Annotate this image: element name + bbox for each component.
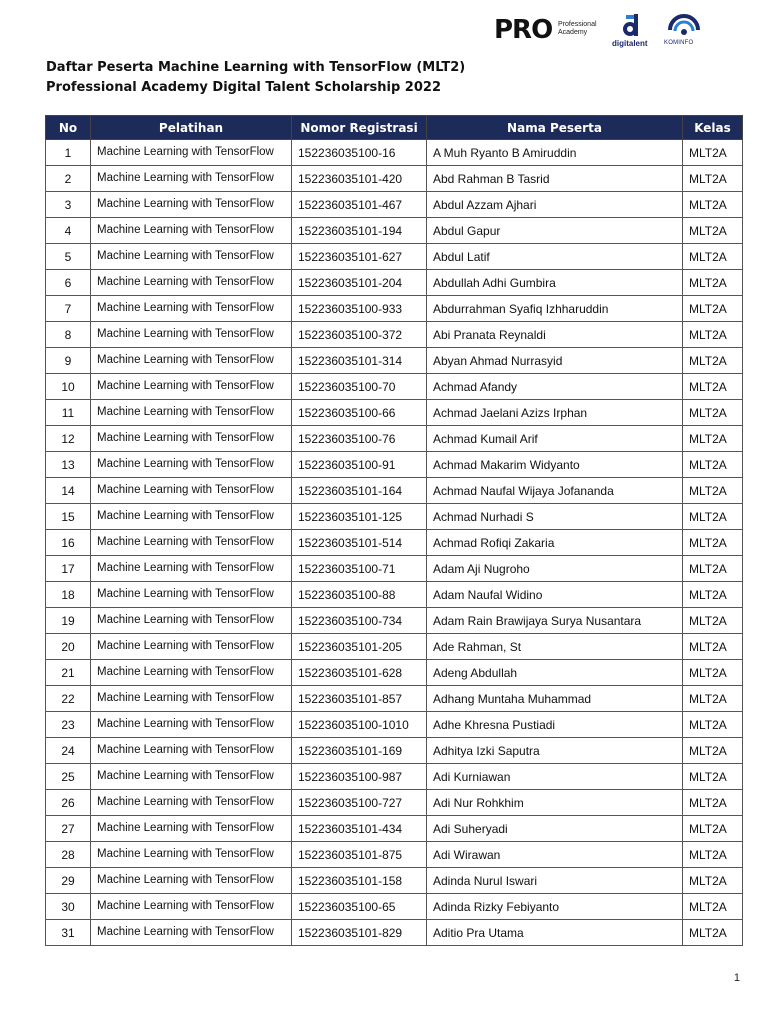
row-nama-peserta: Adi Wirawan	[427, 842, 683, 868]
table-row	[46, 712, 743, 738]
row-nomor-registrasi: 152236035100-987	[292, 764, 427, 790]
row-number: 7	[46, 296, 91, 322]
row-pelatihan: Machine Learning with TensorFlow	[91, 894, 292, 920]
table-row	[46, 920, 743, 946]
row-kelas: MLT2A	[683, 790, 743, 816]
row-nomor-registrasi: 152236035100-88	[292, 582, 427, 608]
row-nomor-registrasi: 152236035100-70	[292, 374, 427, 400]
table-row	[46, 374, 743, 400]
row-nama-peserta: Abi Pranata Reynaldi	[427, 322, 683, 348]
row-nama-peserta: A Muh Ryanto B Amiruddin	[427, 140, 683, 166]
row-number: 30	[46, 894, 91, 920]
row-kelas: MLT2A	[683, 192, 743, 218]
row-pelatihan: Machine Learning with TensorFlow	[91, 634, 292, 660]
row-number: 24	[46, 738, 91, 764]
row-kelas: MLT2A	[683, 816, 743, 842]
row-nomor-registrasi: 152236035100-66	[292, 400, 427, 426]
row-nama-peserta: Adi Suheryadi	[427, 816, 683, 842]
row-number: 2	[46, 166, 91, 192]
row-nama-peserta: Achmad Afandy	[427, 374, 683, 400]
row-nomor-registrasi: 152236035100-16	[292, 140, 427, 166]
row-nama-peserta: Achmad Kumail Arif	[427, 426, 683, 452]
row-nama-peserta: Abdul Gapur	[427, 218, 683, 244]
table-row	[46, 478, 743, 504]
row-kelas: MLT2A	[683, 842, 743, 868]
row-number: 27	[46, 816, 91, 842]
table-row	[46, 816, 743, 842]
row-nomor-registrasi: 152236035100-734	[292, 608, 427, 634]
row-kelas: MLT2A	[683, 452, 743, 478]
table-body	[46, 140, 743, 946]
row-number: 25	[46, 764, 91, 790]
table-row	[46, 270, 743, 296]
row-kelas: MLT2A	[683, 504, 743, 530]
participant-table	[45, 115, 743, 946]
row-kelas: MLT2A	[683, 140, 743, 166]
row-pelatihan: Machine Learning with TensorFlow	[91, 530, 292, 556]
row-nama-peserta: Adam Aji Nugroho	[427, 556, 683, 582]
pro-logo-subtitle: Professional Academy	[558, 21, 597, 36]
row-kelas: MLT2A	[683, 530, 743, 556]
row-number: 14	[46, 478, 91, 504]
row-pelatihan: Machine Learning with TensorFlow	[91, 842, 292, 868]
row-pelatihan: Machine Learning with TensorFlow	[91, 790, 292, 816]
column-header-nomor-registrasi: Nomor Registrasi	[292, 116, 427, 140]
row-kelas: MLT2A	[683, 244, 743, 270]
row-nama-peserta: Adam Rain Brawijaya Surya Nusantara	[427, 608, 683, 634]
row-nomor-registrasi: 152236035100-1010	[292, 712, 427, 738]
row-pelatihan: Machine Learning with TensorFlow	[91, 816, 292, 842]
row-nomor-registrasi: 152236035101-205	[292, 634, 427, 660]
table-row	[46, 868, 743, 894]
row-pelatihan: Machine Learning with TensorFlow	[91, 660, 292, 686]
table-row	[46, 322, 743, 348]
row-pelatihan: Machine Learning with TensorFlow	[91, 244, 292, 270]
row-pelatihan: Machine Learning with TensorFlow	[91, 764, 292, 790]
row-pelatihan: Machine Learning with TensorFlow	[91, 712, 292, 738]
row-nama-peserta: Abdul Azzam Ajhari	[427, 192, 683, 218]
row-nama-peserta: Adeng Abdullah	[427, 660, 683, 686]
row-kelas: MLT2A	[683, 660, 743, 686]
row-nama-peserta: Abd Rahman B Tasrid	[427, 166, 683, 192]
row-kelas: MLT2A	[683, 686, 743, 712]
row-nama-peserta: Ade Rahman, St	[427, 634, 683, 660]
row-number: 11	[46, 400, 91, 426]
row-number: 18	[46, 582, 91, 608]
row-number: 12	[46, 426, 91, 452]
row-nomor-registrasi: 152236035101-194	[292, 218, 427, 244]
row-nomor-registrasi: 152236035101-169	[292, 738, 427, 764]
table-row	[46, 400, 743, 426]
row-number: 8	[46, 322, 91, 348]
row-nomor-registrasi: 152236035101-204	[292, 270, 427, 296]
row-pelatihan: Machine Learning with TensorFlow	[91, 426, 292, 452]
row-nama-peserta: Adhang Muntaha Muhammad	[427, 686, 683, 712]
row-kelas: MLT2A	[683, 478, 743, 504]
row-nomor-registrasi: 152236035100-65	[292, 894, 427, 920]
row-kelas: MLT2A	[683, 920, 743, 946]
table-row	[46, 348, 743, 374]
row-kelas: MLT2A	[683, 634, 743, 660]
table-row	[46, 634, 743, 660]
column-header-pelatihan: Pelatihan	[91, 116, 292, 140]
row-number: 4	[46, 218, 91, 244]
row-kelas: MLT2A	[683, 400, 743, 426]
row-nama-peserta: Achmad Makarim Widyanto	[427, 452, 683, 478]
row-number: 10	[46, 374, 91, 400]
row-kelas: MLT2A	[683, 764, 743, 790]
row-number: 16	[46, 530, 91, 556]
row-nama-peserta: Achmad Nurhadi S	[427, 504, 683, 530]
row-pelatihan: Machine Learning with TensorFlow	[91, 140, 292, 166]
row-nomor-registrasi: 152236035101-125	[292, 504, 427, 530]
kominfo-logo: KOMINFO	[664, 40, 694, 46]
table-row	[46, 894, 743, 920]
row-pelatihan: Machine Learning with TensorFlow	[91, 296, 292, 322]
row-pelatihan: Machine Learning with TensorFlow	[91, 348, 292, 374]
row-nomor-registrasi: 152236035101-420	[292, 166, 427, 192]
table-row	[46, 608, 743, 634]
row-pelatihan: Machine Learning with TensorFlow	[91, 608, 292, 634]
row-nama-peserta: Abdul Latif	[427, 244, 683, 270]
row-pelatihan: Machine Learning with TensorFlow	[91, 556, 292, 582]
row-kelas: MLT2A	[683, 218, 743, 244]
row-nomor-registrasi: 152236035100-727	[292, 790, 427, 816]
row-kelas: MLT2A	[683, 712, 743, 738]
row-nomor-registrasi: 152236035101-829	[292, 920, 427, 946]
table-row	[46, 426, 743, 452]
row-nama-peserta: Adinda Nurul Iswari	[427, 868, 683, 894]
row-kelas: MLT2A	[683, 296, 743, 322]
table-row	[46, 192, 743, 218]
row-kelas: MLT2A	[683, 738, 743, 764]
pro-logo: PRO	[494, 15, 553, 45]
row-nama-peserta: Adhe Khresna Pustiadi	[427, 712, 683, 738]
row-nomor-registrasi: 152236035101-627	[292, 244, 427, 270]
row-nomor-registrasi: 152236035101-875	[292, 842, 427, 868]
row-kelas: MLT2A	[683, 582, 743, 608]
column-header-nama-peserta: Nama Peserta	[427, 116, 683, 140]
row-nomor-registrasi: 152236035101-158	[292, 868, 427, 894]
row-nomor-registrasi: 152236035101-857	[292, 686, 427, 712]
row-number: 15	[46, 504, 91, 530]
row-number: 9	[46, 348, 91, 374]
row-nama-peserta: Achmad Naufal Wijaya Jofananda	[427, 478, 683, 504]
row-number: 28	[46, 842, 91, 868]
row-pelatihan: Machine Learning with TensorFlow	[91, 322, 292, 348]
table-row	[46, 790, 743, 816]
row-number: 20	[46, 634, 91, 660]
row-nama-peserta: Aditio Pra Utama	[427, 920, 683, 946]
table-row	[46, 842, 743, 868]
row-nama-peserta: Abyan Ahmad Nurrasyid	[427, 348, 683, 374]
row-pelatihan: Machine Learning with TensorFlow	[91, 374, 292, 400]
row-nama-peserta: Abdullah Adhi Gumbira	[427, 270, 683, 296]
row-kelas: MLT2A	[683, 608, 743, 634]
row-pelatihan: Machine Learning with TensorFlow	[91, 452, 292, 478]
row-nama-peserta: Achmad Rofiqi Zakaria	[427, 530, 683, 556]
column-header-kelas: Kelas	[683, 116, 743, 140]
row-kelas: MLT2A	[683, 556, 743, 582]
row-nomor-registrasi: 152236035101-314	[292, 348, 427, 374]
table-header-row	[46, 116, 743, 140]
row-number: 6	[46, 270, 91, 296]
title-line-2: Professional Academy Digital Talent Scholarship 2022	[46, 80, 441, 95]
row-kelas: MLT2A	[683, 270, 743, 296]
table-row	[46, 166, 743, 192]
row-nomor-registrasi: 152236035101-467	[292, 192, 427, 218]
row-pelatihan: Machine Learning with TensorFlow	[91, 192, 292, 218]
table-row	[46, 738, 743, 764]
row-pelatihan: Machine Learning with TensorFlow	[91, 686, 292, 712]
table-row	[46, 660, 743, 686]
row-number: 21	[46, 660, 91, 686]
row-nomor-registrasi: 152236035101-434	[292, 816, 427, 842]
row-kelas: MLT2A	[683, 348, 743, 374]
table-row	[46, 504, 743, 530]
row-number: 3	[46, 192, 91, 218]
row-kelas: MLT2A	[683, 322, 743, 348]
row-nama-peserta: Abdurrahman Syafiq Izhharuddin	[427, 296, 683, 322]
row-number: 23	[46, 712, 91, 738]
row-kelas: MLT2A	[683, 374, 743, 400]
row-nama-peserta: Achmad Jaelani Azizs Irphan	[427, 400, 683, 426]
row-number: 17	[46, 556, 91, 582]
row-nomor-registrasi: 152236035100-91	[292, 452, 427, 478]
row-nama-peserta: Adinda Rizky Febiyanto	[427, 894, 683, 920]
row-nomor-registrasi: 152236035100-933	[292, 296, 427, 322]
row-number: 13	[46, 452, 91, 478]
digitalent-logo: digitalent	[612, 39, 648, 48]
row-kelas: MLT2A	[683, 166, 743, 192]
table-row	[46, 686, 743, 712]
row-kelas: MLT2A	[683, 426, 743, 452]
row-number: 1	[46, 140, 91, 166]
row-number: 22	[46, 686, 91, 712]
row-nama-peserta: Adi Nur Rohkhim	[427, 790, 683, 816]
table-row	[46, 244, 743, 270]
table-row	[46, 140, 743, 166]
row-nomor-registrasi: 152236035101-628	[292, 660, 427, 686]
row-pelatihan: Machine Learning with TensorFlow	[91, 400, 292, 426]
table-row	[46, 582, 743, 608]
table-row	[46, 556, 743, 582]
row-pelatihan: Machine Learning with TensorFlow	[91, 582, 292, 608]
row-nama-peserta: Adam Naufal Widino	[427, 582, 683, 608]
table-row	[46, 764, 743, 790]
row-number: 19	[46, 608, 91, 634]
row-pelatihan: Machine Learning with TensorFlow	[91, 478, 292, 504]
row-nomor-registrasi: 152236035100-71	[292, 556, 427, 582]
row-number: 26	[46, 790, 91, 816]
row-nama-peserta: Adi Kurniawan	[427, 764, 683, 790]
row-number: 31	[46, 920, 91, 946]
document-title	[46, 58, 465, 98]
row-kelas: MLT2A	[683, 868, 743, 894]
table-row	[46, 530, 743, 556]
row-nama-peserta: Adhitya Izki Saputra	[427, 738, 683, 764]
row-nomor-registrasi: 152236035101-514	[292, 530, 427, 556]
row-nomor-registrasi: 152236035101-164	[292, 478, 427, 504]
row-pelatihan: Machine Learning with TensorFlow	[91, 868, 292, 894]
row-number: 29	[46, 868, 91, 894]
table-row	[46, 296, 743, 322]
row-pelatihan: Machine Learning with TensorFlow	[91, 166, 292, 192]
row-pelatihan: Machine Learning with TensorFlow	[91, 218, 292, 244]
row-nomor-registrasi: 152236035100-372	[292, 322, 427, 348]
table-row	[46, 218, 743, 244]
page-number: 1	[733, 972, 740, 984]
row-pelatihan: Machine Learning with TensorFlow	[91, 504, 292, 530]
title-line-1: Daftar Peserta Machine Learning with TensorFlow (MLT2)	[46, 60, 466, 75]
row-pelatihan: Machine Learning with TensorFlow	[91, 920, 292, 946]
row-nomor-registrasi: 152236035100-76	[292, 426, 427, 452]
row-pelatihan: Machine Learning with TensorFlow	[91, 738, 292, 764]
column-header-no: No	[46, 116, 91, 140]
row-pelatihan: Machine Learning with TensorFlow	[91, 270, 292, 296]
row-number: 5	[46, 244, 91, 270]
row-kelas: MLT2A	[683, 894, 743, 920]
logo-group	[494, 12, 706, 50]
table-row	[46, 452, 743, 478]
